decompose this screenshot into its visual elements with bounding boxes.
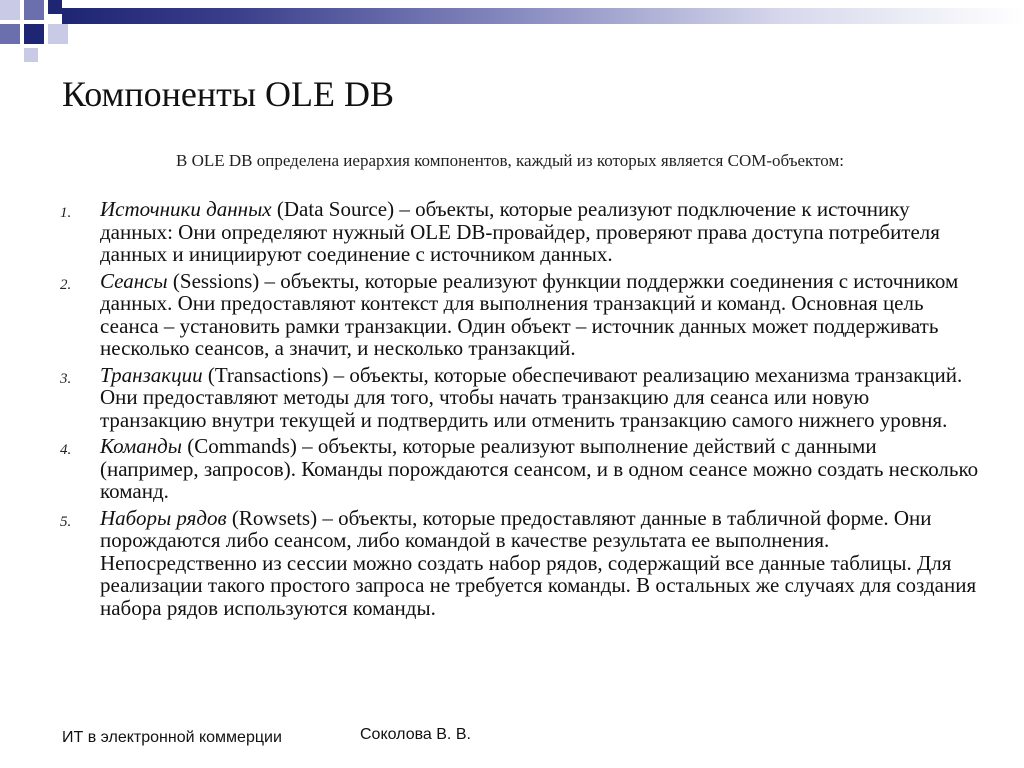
list-item xyxy=(60,507,980,620)
header-gradient-bar xyxy=(62,8,1024,24)
component-list xyxy=(60,198,980,623)
item-text: (Data Source) – объекты, которые реализуют подключение к источнику данных: Они определяют нужный OLE DB-провайдер, проверяют права доступа потребителя данных и инициируют соединение с источником данных. xyxy=(100,197,940,266)
footer-course-title: ИТ в электронной коммерции xyxy=(62,729,282,746)
item-number: 1. xyxy=(60,205,72,221)
item-term: Источники данных xyxy=(100,197,272,221)
item-text: (Rowsets) – объекты, которые предоставляют данные в табличной форме. Они порождаются либо сеансом, либо командой в качестве результата ее выполнения. Непосредственно из сессии можно создать набор рядов, содержащий все данные таблицы. Для реализации такого простого запроса не требуется команды. В остальных же случаях для создания набора рядов используются команды. xyxy=(100,505,977,620)
item-term: Команды xyxy=(100,434,183,458)
intro-text: В OLE DB определена иерархия компонентов, каждый из которых является СОМ-объектом: xyxy=(176,151,844,170)
list-item xyxy=(60,364,980,432)
item-text: (Transactions) – объекты, которые обеспечивают реализацию механизма транзакций. Они предоставляют методы для того, чтобы начать транзакцию для сеанса или новую транзакцию внутри текущей и подтвердить или отменить транзакцию самого нижнего уровня. xyxy=(100,362,963,432)
item-number: 2. xyxy=(60,276,72,293)
list-item xyxy=(60,435,980,503)
item-number: 4. xyxy=(60,442,72,458)
item-term: Транзакции xyxy=(100,362,203,387)
item-term: Наборы рядов xyxy=(100,505,227,530)
list-item xyxy=(60,270,980,360)
footer-author: Соколова В. В. xyxy=(360,726,471,743)
slide-title: Компоненты OLE DB xyxy=(62,74,394,114)
item-number: 5. xyxy=(60,513,72,530)
item-number: 3. xyxy=(60,370,72,387)
item-text: (Commands) – объекты, которые реализуют выполнение действий с данными (например, запросов). Команды порождаются сеансом, и в одном сеансе можно создать несколько команд. xyxy=(100,434,979,503)
item-text: (Sessions) – объекты, которые реализуют функции поддержки соединения с источником данных. Они предоставляют контекст для выполнения транзакций и команд. Основная цель сеанса – установить рамки транзакции. Один объект – источник данных может поддерживать несколько сеансов, а значит, и несколько транзакций. xyxy=(100,268,959,360)
item-term: Сеансы xyxy=(100,268,168,293)
list-item xyxy=(60,198,980,266)
